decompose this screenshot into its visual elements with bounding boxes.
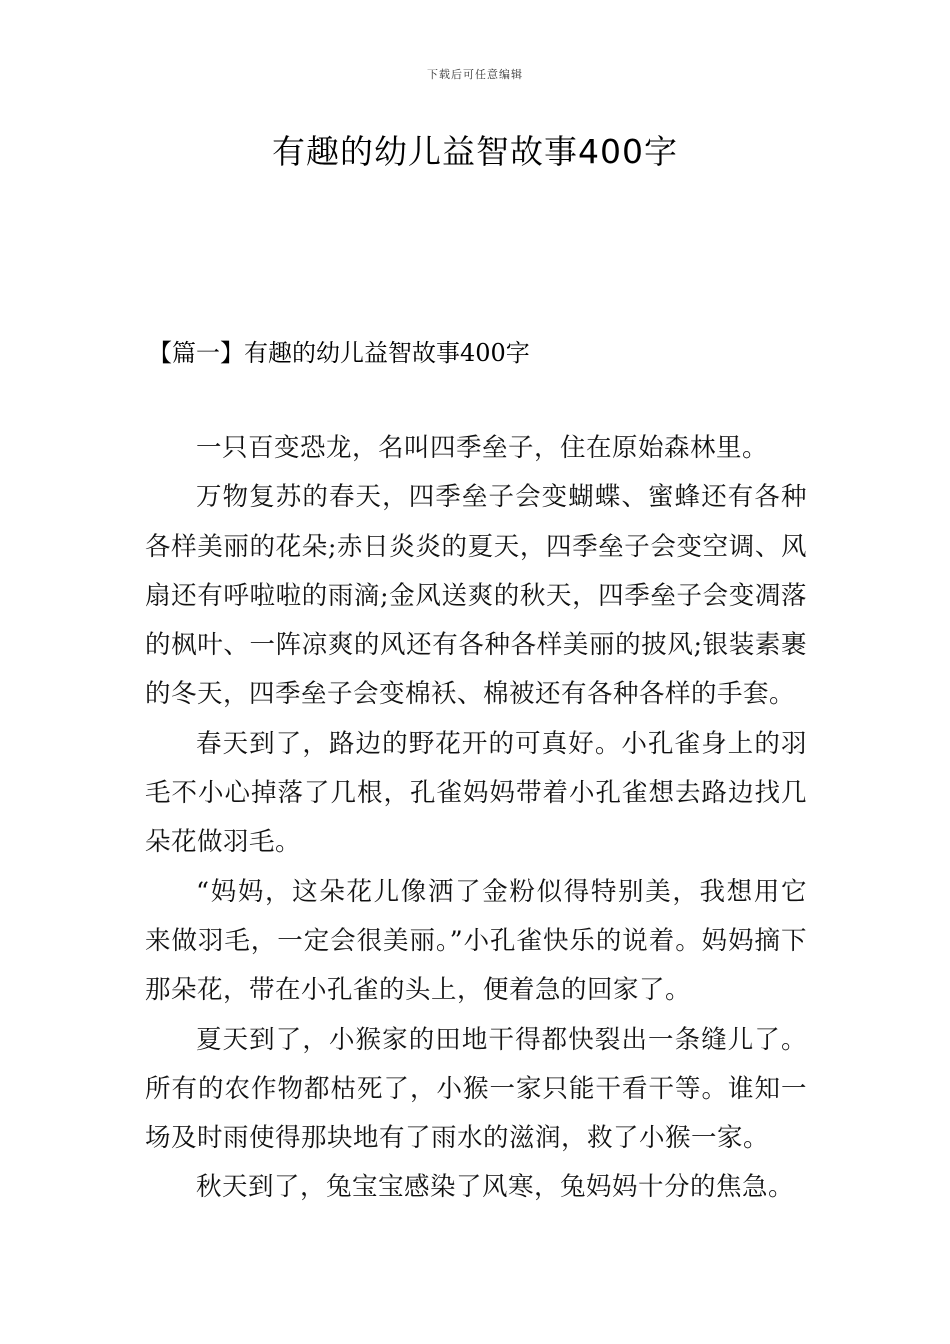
paragraph-autumn: 秋天到了，兔宝宝感染了风寒，兔妈妈十分的焦急。 bbox=[196, 1172, 795, 1203]
paragraph-seasons: 万物复苏的春天，四季垒子会变蝴蝶、蜜蜂还有各种各样美丽的花朵;赤日炎炎的夏天，四季垒子会变空调、风扇还有呼啦啦的雨滴;金风送爽的秋天，四季垒子会变凋落的枫叶、一阵凉爽的风还有各种各样美丽的披风;银装素裹的冬天，四季垒子会变棉袄、棉被还有各种各样的手套。 bbox=[145, 482, 807, 710]
header-note: 下载后可任意编辑 bbox=[427, 68, 523, 81]
paragraph-summer: 夏天到了，小猴家的田地干得都快裂出一条缝儿了。所有的农作物都枯死了，小猴一家只能干看干等。谁知一场及时雨使得那块地有了雨水的滋润，救了小猴一家。 bbox=[145, 1024, 807, 1154]
paragraph-spring: 春天到了，路边的野花开的可真好。小孔雀身上的羽毛不小心掉落了几根，孔雀妈妈带着小孔雀想去路边找几朵花做羽毛。 bbox=[145, 728, 807, 858]
story-body bbox=[145, 424, 807, 1213]
paragraph-peacock-quote: “妈妈，这朵花儿像洒了金粉似得特别美，我想用它来做羽毛，一定会很美丽。”小孔雀快乐的说着。妈妈摘下那朵花，带在小孔雀的头上，便着急的回家了。 bbox=[145, 876, 807, 1006]
paragraph-intro: 一只百变恐龙，名叫四季垒子，住在原始森林里。 bbox=[196, 433, 769, 463]
document-title: 有趣的幼儿益智故事400字 bbox=[272, 132, 678, 171]
section-heading: 【篇一】有趣的幼儿益智故事400字 bbox=[148, 339, 530, 367]
